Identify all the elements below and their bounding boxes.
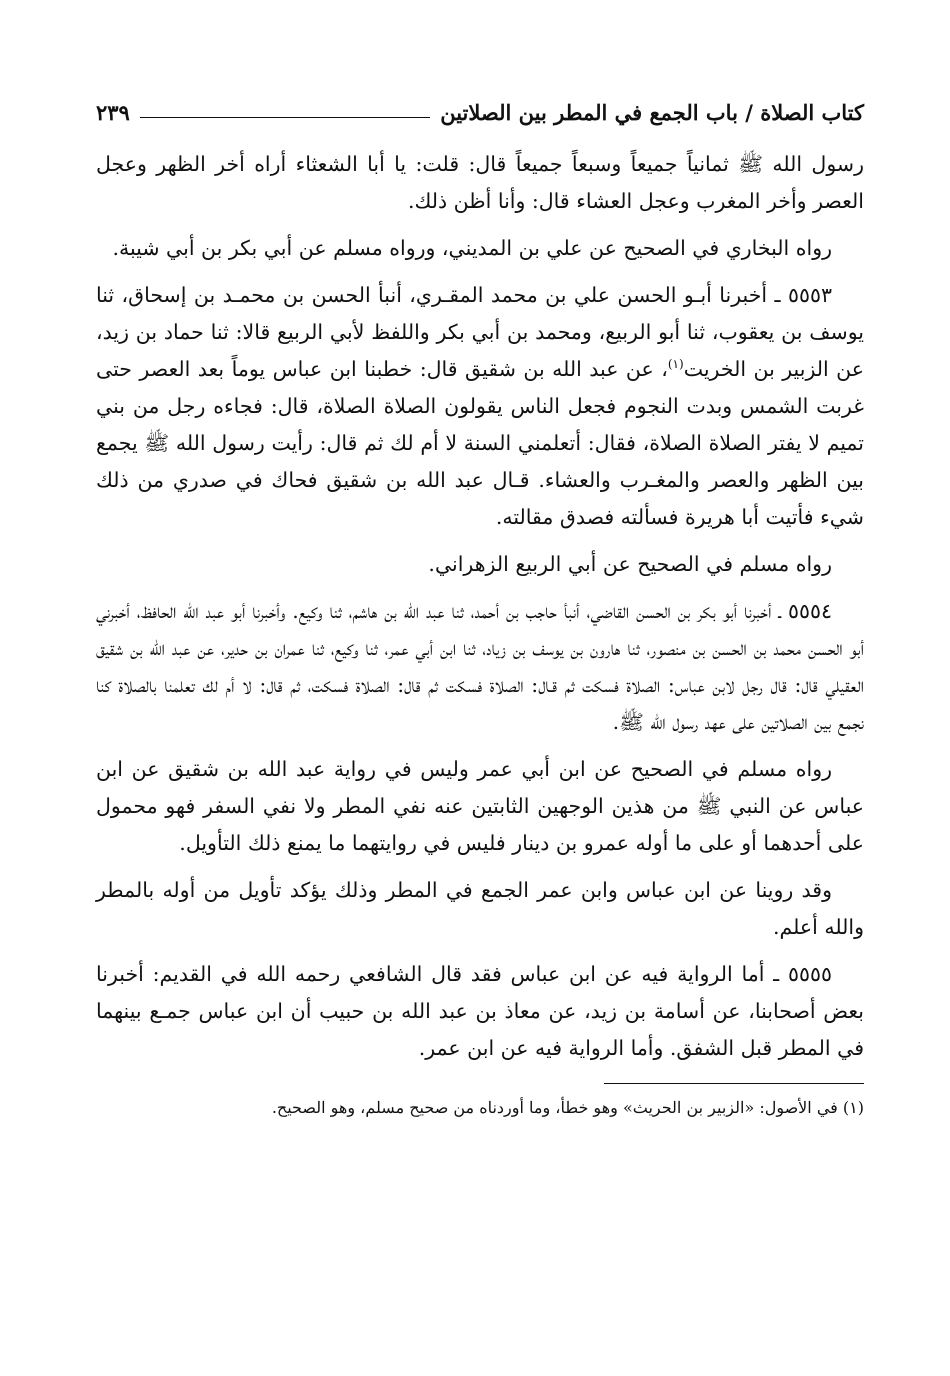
book-page xyxy=(96,92,864,1342)
paragraph-takhrij-muslim: رواه مسلم في الصحيح عن أبي الربيع الزهراني. xyxy=(428,552,832,576)
paragraph-hadith-5553 xyxy=(96,277,864,536)
paragraph-hadith-5554: ٥٥٥٤ ـ أخبرنا أبو بكر بن الحسن القاضي، أنبأ حاجب بن أحمد، ثنا عبد الله بن هاشم، ثنا وكيع. وأخبرنا أبو عبد الله الحافظ، أخبرني أبو الحسن محمد بن الحسن بن منصور، ثنا هارون بن يوسف بن زياد، ثنا ابن أبي عمر، ثنا وكيع، ثنا عمران بن حدير، عن عبد الله بن شقيق العقيلي قال: قال رجل لابن عباس: الصلاة فسكت ثم قـال: الصلاة فسكت ثم قال: الصلاة فسكت، ثم قال: لا أم لك تعلمنا بالصلاة كنا نجمع بين الصلاتين على عهد رسول الله ﷺ. xyxy=(96,599,864,734)
running-title: كتاب الصلاة / باب الجمع في المطر بين الصلاتين xyxy=(440,99,864,125)
page-number: ٢٣٩ xyxy=(96,99,130,125)
footnote-reference: (١) xyxy=(667,357,684,372)
hadith-5553-text-end: ، عن عبد الله بن شقيق قال: خطبنا ابن عباس يوماً بعد العصر حتى غربت الشمس وبدت النجوم فجعل الناس يقولون الصلاة الصلاة، قال: فجاءه رجل من بني تميم لا يفتر الصلاة الصلاة، فقال: أتعلمني السنة لا أم لك ثم قال: رأيت رسول الله ﷺ يجمع بين الظهر والعصر والمغـرب والعشاء. قـال عبد الله بن شقيق فحاك في صدري من ذلك شيء فأتيت أبا هريرة فسألته فصدق مقالته. xyxy=(96,357,864,529)
footnote-separator xyxy=(604,1083,864,1084)
paragraph-takhrij-bukhari: رواه البخاري في الصحيح عن علي بن المديني، ورواه مسلم عن أبي بكر بن أبي شيبة. xyxy=(112,236,832,260)
running-header xyxy=(96,92,864,132)
paragraph-rain-interpretation: وقد روينا عن ابن عباس وابن عمر الجمع في المطر وذلك يؤكد تأويل من أوله بالمطر والله أعلم. xyxy=(96,878,864,939)
paragraph-hadith-5555: ٥٥٥٥ ـ أما الرواية فيه عن ابن عباس فقد قال الشافعي رحمه الله في القديم: أخبرنا بعض أصحابنا، عن أسامة بن زيد، عن معاذ بن عبد الله بن حبيب أن ابن عباس جمـع بينهما في المطر قبل الشفق. وأما الرواية فيه عن ابن عمر. xyxy=(96,962,864,1060)
header-rule xyxy=(140,117,430,118)
main-text xyxy=(96,146,864,1067)
hadith-5553-text-start: ٥٥٥٣ ـ أخبرنا أبـو الحسن علي بن محمد المقـري، أنبأ الحسن بن محمـد بن إسحاق، ثنا يوسف بن يعقوب، ثنا أبو الربيع، ومحمد بن أبي بكر واللفظ لأبي الربيع قالا: ثنا حماد بن زيد، عن الزبير بن الخريت xyxy=(96,283,864,381)
paragraph-commentary: رواه مسلم في الصحيح عن ابن أبي عمر وليس في رواية عبد الله بن شقيق عن ابن عباس عن النبي ﷺ من هذين الوجهين الثابتين عنه نفي المطر ولا نفي السفر فهو محمول على أحدهما أو على ما أوله عمرو بن دينار فليس في روايتهما ما يمنع ذلك التأويل. xyxy=(96,757,864,855)
footnote: (١) في الأصول: «الزبير بن الحريث» وهو خطأ، وما أوردناه من صحيح مسلم، وهو الصحيح. xyxy=(271,1098,864,1117)
paragraph-continuation: رسول الله ﷺ ثمانياً جميعاً وسبعاً جميعاً قال: قلت: يا أبا الشعثاء أراه أخر الظهر وعجل العصر وأخر المغرب وعجل العشاء قال: وأنا أظن ذلك. xyxy=(96,152,864,213)
